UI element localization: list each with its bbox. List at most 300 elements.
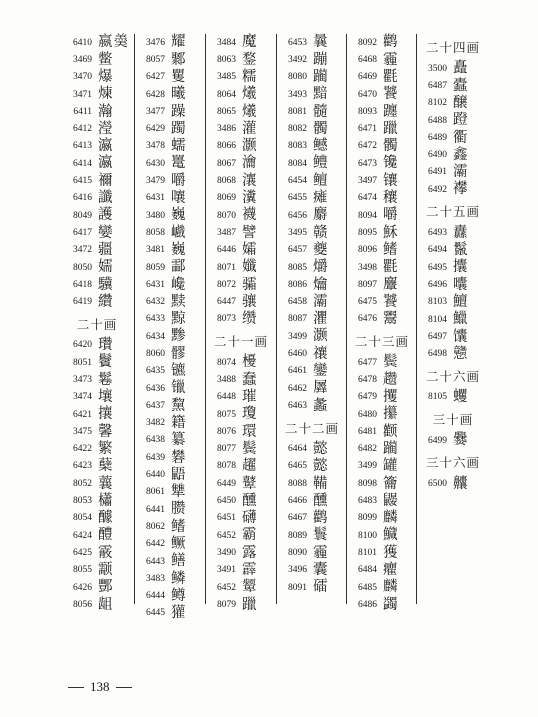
character-entry [135, 570, 205, 587]
character-code: 6499 [428, 435, 447, 446]
character-entry [206, 492, 276, 509]
character-entry [135, 328, 205, 345]
character-glyph: 霾 [383, 51, 399, 68]
character-entry [206, 475, 276, 492]
character-code: 6433 [146, 314, 165, 325]
character-glyph: 霾 [313, 544, 329, 561]
stroke-count-heading: 二十四画 [425, 40, 480, 55]
character-entry [62, 544, 132, 561]
character-code: 3484 [217, 37, 236, 48]
character-code: 3492 [288, 54, 307, 65]
character-entry [62, 475, 132, 492]
character-entry [277, 207, 347, 224]
character-entry [347, 406, 417, 423]
character-glyph: 酆 [98, 579, 114, 596]
character-code: 6491 [428, 167, 447, 178]
character-code: 3491 [217, 565, 236, 576]
character-code: 6461 [288, 366, 307, 377]
character-entry [347, 103, 417, 120]
character-code: 6446 [217, 245, 236, 256]
character-entry [206, 354, 276, 371]
character-entry [277, 172, 347, 189]
stroke-count-heading: 二十三画 [354, 334, 409, 350]
character-entry [277, 120, 347, 137]
character-code: 6426 [73, 582, 92, 593]
character-entry [277, 544, 347, 561]
character-glyph: 禳 [313, 345, 329, 362]
character-glyph: 麞 [383, 276, 399, 293]
character-glyph: 鳍 [383, 241, 399, 258]
character-code: 6438 [146, 435, 165, 446]
character-code: 6440 [146, 470, 165, 481]
character-entry [135, 466, 205, 483]
character-code: 6489 [428, 132, 447, 143]
character-glyph: 蠡 [313, 397, 329, 414]
character-entry [62, 120, 132, 137]
character-entry [277, 138, 347, 155]
character-code: 6493 [428, 228, 447, 239]
character-glyph: 矗 [453, 60, 469, 77]
character-entry [347, 458, 417, 475]
character-glyph: 霸 [242, 527, 258, 544]
character-code: 8064 [217, 89, 236, 100]
character-glyph: 蹬 [453, 112, 469, 129]
character-entry [206, 562, 276, 579]
character-entry [206, 423, 276, 440]
character-glyph: 瘫 [313, 190, 329, 207]
index-column-6 [416, 34, 489, 604]
character-code: 3475 [73, 426, 92, 437]
index-column-2 [134, 34, 205, 622]
character-glyph: 趯 [242, 458, 258, 475]
character-entry [135, 120, 205, 137]
character-code: 8092 [358, 37, 377, 48]
character-code: 6494 [428, 245, 447, 256]
character-glyph: 麟 [383, 510, 399, 527]
character-glyph: 鍪 [242, 51, 258, 68]
character-code: 6435 [146, 366, 165, 377]
character-entry [347, 527, 417, 544]
character-entry [206, 293, 276, 310]
character-glyph: 禰 [98, 172, 114, 189]
character-glyph: 爚 [313, 276, 329, 293]
character-glyph: 瀛 [98, 155, 114, 172]
character-code: 8058 [146, 227, 165, 238]
character-entry [62, 389, 132, 406]
character-entry [62, 34, 132, 51]
character-glyph: 鹳 [313, 510, 329, 527]
character-entry [347, 492, 417, 509]
character-entry [62, 207, 132, 224]
character-glyph: 鬓 [383, 354, 399, 371]
character-glyph: 瀅 [98, 120, 114, 137]
character-entry [135, 363, 205, 380]
character-code: 8086 [288, 279, 307, 290]
character-code: 8076 [217, 426, 236, 437]
character-glyph: 黧 [171, 397, 187, 414]
character-glyph: 鬻 [383, 311, 399, 328]
character-glyph: 蠢 [242, 371, 258, 388]
character-glyph: 骧 [242, 293, 258, 310]
character-code: 3480 [146, 210, 165, 221]
character-entry [347, 120, 417, 137]
character-entry [277, 380, 347, 397]
character-glyph: 疆 [98, 241, 114, 258]
character-code: 8059 [146, 262, 165, 273]
character-glyph: 鱲 [453, 311, 469, 328]
character-code: 8068 [217, 176, 236, 187]
character-code: 8071 [217, 262, 236, 273]
character-entry [135, 588, 205, 605]
character-entry [347, 596, 417, 613]
character-code: 6467 [288, 513, 307, 524]
character-glyph: 髑 [313, 120, 329, 137]
character-code: 6415 [73, 176, 92, 187]
character-code: 6452 [217, 582, 236, 593]
character-glyph: 髑 [383, 138, 399, 155]
character-code: 8049 [73, 210, 92, 221]
character-glyph: 羼 [313, 380, 329, 397]
character-code: 6492 [428, 184, 447, 195]
character-entry [206, 510, 276, 527]
character-entry [206, 441, 276, 458]
stroke-count-heading: 二十二画 [284, 420, 339, 436]
character-code: 8075 [217, 409, 236, 420]
character-glyph: 曦 [171, 86, 187, 103]
character-code: 6410 [73, 37, 92, 48]
character-entry [135, 259, 205, 276]
character-code: 8074 [217, 357, 236, 368]
character-entry [347, 441, 417, 458]
index-column-4 [276, 34, 347, 604]
character-code: 8105 [428, 392, 447, 403]
character-code: 8069 [217, 193, 236, 204]
character-glyph: 黯 [313, 86, 329, 103]
character-glyph: 襻 [453, 181, 469, 198]
character-entry [135, 103, 205, 120]
character-code: 8072 [217, 279, 236, 290]
character-glyph: 譬 [242, 224, 258, 241]
character-entry [417, 95, 489, 112]
character-code: 6427 [146, 72, 165, 83]
character-entry [277, 475, 347, 492]
character-code: 6428 [146, 89, 165, 100]
character-entry [62, 510, 132, 527]
character-code: 6481 [358, 426, 377, 437]
character-code: 3470 [73, 72, 92, 83]
character-code: 6419 [73, 297, 92, 308]
character-glyph: 鄹 [171, 51, 187, 68]
character-entry [206, 406, 276, 423]
character-code: 8079 [217, 599, 236, 610]
character-glyph: 瀵 [242, 190, 258, 207]
character-code: 8088 [288, 478, 307, 489]
character-entry [62, 51, 132, 68]
character-entry [206, 51, 276, 68]
character-entry [277, 311, 347, 328]
character-entry [277, 397, 347, 414]
character-entry [417, 77, 489, 94]
character-entry [206, 224, 276, 241]
character-entry [277, 363, 347, 380]
character-code: 6420 [73, 340, 92, 351]
character-glyph: 躅 [171, 120, 187, 137]
character-glyph: 璀 [242, 389, 258, 406]
character-entry [135, 224, 205, 241]
character-entry [347, 51, 417, 68]
index-column-5 [346, 34, 417, 613]
character-entry [62, 138, 132, 155]
character-glyph: 氍 [383, 68, 399, 85]
character-glyph: 壤 [98, 389, 114, 406]
character-code: 3472 [73, 245, 92, 256]
character-glyph: 孌 [98, 224, 114, 241]
character-glyph: 鳢 [313, 155, 329, 172]
character-entry [347, 475, 417, 492]
character-entry [277, 579, 347, 596]
character-entry [135, 397, 205, 414]
character-code: 8091 [288, 582, 307, 593]
character-code: 6416 [73, 193, 92, 204]
character-code: 8102 [428, 98, 447, 109]
character-glyph: 孀 [242, 241, 258, 258]
character-code: 3500 [428, 63, 447, 74]
character-code: 3495 [288, 227, 307, 238]
character-glyph: 糯 [242, 68, 258, 85]
character-code: 3498 [358, 262, 377, 273]
character-glyph: 鬓 [242, 440, 258, 457]
character-entry [62, 441, 132, 458]
character-code: 3479 [146, 176, 165, 187]
character-entry [62, 406, 132, 423]
character-code: 3493 [288, 89, 307, 100]
character-code: 8077 [217, 444, 236, 455]
character-code: 6465 [288, 461, 307, 472]
character-entry [206, 544, 276, 561]
character-entry [135, 311, 205, 328]
character-entry [206, 86, 276, 103]
character-code: 6473 [358, 158, 377, 169]
character-code: 6470 [358, 89, 377, 100]
character-entry [62, 293, 132, 310]
character-glyph: 鼹 [383, 492, 399, 509]
character-code: 6442 [146, 539, 165, 550]
character-code: 6479 [358, 392, 377, 403]
character-glyph: 纂 [171, 432, 187, 449]
character-glyph: 夔 [313, 241, 329, 258]
character-entry [62, 423, 132, 440]
character-code: 6424 [73, 530, 92, 541]
character-glyph: 躏 [383, 440, 399, 457]
character-code: 8052 [73, 478, 92, 489]
character-glyph: 灏 [242, 138, 258, 155]
character-glyph: 鑾 [313, 363, 329, 380]
character-entry [417, 181, 489, 198]
character-glyph: 颥 [98, 562, 114, 578]
character-entry [347, 259, 417, 276]
character-glyph: 繁 [98, 440, 114, 457]
character-code: 6476 [358, 314, 377, 325]
character-code: 3471 [73, 89, 92, 100]
character-glyph: 鹳 [383, 34, 399, 51]
character-code: 8053 [73, 496, 92, 507]
character-entry [135, 155, 205, 172]
character-glyph: 鱣 [453, 293, 469, 310]
character-code: 6458 [288, 297, 307, 308]
character-glyph: 鳡 [313, 138, 329, 155]
character-glyph: 孅 [242, 259, 258, 276]
character-code: 8081 [288, 106, 307, 117]
character-glyph: 龃 [98, 596, 114, 613]
character-code: 6500 [428, 478, 447, 489]
character-code: 6453 [288, 37, 307, 48]
character-glyph: 蘘 [98, 475, 114, 492]
character-glyph: 饕 [383, 293, 399, 310]
character-code: 8065 [217, 106, 236, 117]
character-entry [417, 224, 489, 241]
character-code: 6423 [73, 461, 92, 472]
character-glyph: 礌 [313, 579, 329, 596]
character-glyph: 饕 [383, 86, 399, 103]
character-code: 8057 [146, 54, 165, 65]
character-glyph: 犨 [171, 484, 187, 501]
character-code: 6484 [358, 565, 377, 576]
character-glyph: 灏 [313, 328, 329, 345]
character-glyph: 耀 [171, 34, 187, 51]
character-glyph: 黪 [171, 328, 187, 345]
character-code: 6477 [358, 357, 377, 368]
character-code: 3490 [217, 547, 236, 558]
stroke-count-heading: 三十画 [432, 412, 474, 428]
character-glyph: 鳞 [171, 570, 187, 587]
character-code: 3486 [217, 124, 236, 135]
character-code: 3476 [146, 37, 165, 48]
character-entry [347, 562, 417, 579]
character-entry [62, 337, 132, 354]
character-entry [417, 129, 489, 146]
character-code: 6421 [73, 409, 92, 420]
character-entry [277, 103, 347, 120]
character-entry [347, 138, 417, 155]
character-code: 3477 [146, 106, 165, 117]
page-number: 138 [90, 679, 110, 694]
character-glyph: 躏 [313, 68, 329, 85]
index-column-1 [62, 34, 132, 613]
character-entry [417, 164, 489, 181]
character-glyph: 獲 [383, 544, 399, 561]
character-entry [62, 86, 132, 103]
character-entry [417, 294, 489, 311]
character-glyph: 礬 [171, 449, 187, 466]
character-entry [135, 190, 205, 207]
character-entry [347, 354, 417, 371]
character-code: 6482 [358, 444, 377, 455]
character-entry [62, 242, 132, 259]
character-glyph: 酃 [171, 259, 187, 276]
character-glyph: 蠕 [171, 138, 187, 155]
character-glyph: 礴 [242, 510, 258, 527]
character-code: 3485 [217, 72, 236, 83]
character-glyph: 麟 [383, 579, 399, 596]
character-glyph: 麝 [313, 207, 329, 224]
character-glyph: 鬈 [98, 371, 114, 388]
character-glyph: 灞 [453, 164, 469, 181]
character-entry [135, 518, 205, 535]
character-glyph: 護 [98, 207, 114, 224]
character-glyph: 癯 [383, 562, 399, 578]
character-entry [347, 86, 417, 103]
character-glyph: 巇 [171, 224, 187, 241]
character-entry [277, 69, 347, 86]
character-glyph: 鳟 [171, 587, 187, 604]
character-code: 8062 [146, 521, 165, 532]
character-code: 6452 [217, 530, 236, 541]
character-glyph: 骦 [242, 276, 258, 293]
character-code: 8055 [73, 565, 92, 576]
character-code: 8101 [358, 547, 377, 558]
character-code: 6430 [146, 158, 165, 169]
character-code: 8061 [146, 487, 165, 498]
character-glyph: 嬬 [98, 259, 114, 276]
character-glyph: 鳝 [171, 553, 187, 570]
character-entry [277, 562, 347, 579]
character-entry [347, 510, 417, 527]
character-glyph: 鼯 [171, 466, 187, 483]
character-entry [417, 276, 489, 293]
character-code: 8066 [217, 141, 236, 152]
character-code: 6441 [146, 504, 165, 515]
character-code: 8050 [73, 262, 92, 273]
character-code: 6412 [73, 124, 92, 135]
character-entry [417, 475, 489, 492]
character-code: 8051 [73, 357, 92, 368]
character-entry [62, 155, 132, 172]
character-glyph: 爔 [242, 103, 258, 120]
character-code: 8090 [288, 547, 307, 558]
character-glyph: 曩 [313, 34, 329, 51]
character-code: 6434 [146, 331, 165, 342]
character-code: 3473 [73, 374, 92, 385]
character-glyph: 罐 [383, 458, 399, 475]
character-glyph: 爔 [242, 86, 258, 103]
character-glyph: 蹦 [313, 51, 329, 68]
character-code: 8103 [428, 297, 447, 308]
character-entry [417, 345, 489, 362]
character-glyph: 露 [242, 544, 258, 561]
character-glyph: 醵 [98, 510, 114, 527]
character-entry [417, 112, 489, 129]
character-code: 8087 [288, 314, 307, 325]
character-glyph: 鬟 [313, 527, 329, 544]
character-entry [277, 441, 347, 458]
character-code: 8083 [288, 141, 307, 152]
character-code: 8100 [358, 530, 377, 541]
character-code: 6414 [73, 158, 92, 169]
character-entry [135, 432, 205, 449]
character-entry [347, 293, 417, 310]
character-entry [135, 293, 205, 310]
character-glyph: 瀼 [242, 172, 258, 189]
character-code: 8098 [358, 478, 377, 489]
character-code: 3488 [217, 374, 236, 385]
stroke-count-heading: 二十六画 [425, 368, 480, 384]
character-code: 3482 [146, 418, 165, 429]
character-code: 6460 [288, 348, 307, 359]
character-entry [347, 423, 417, 440]
page-footer [68, 679, 132, 695]
character-entry [135, 605, 205, 622]
character-glyph: 醺 [313, 492, 329, 509]
